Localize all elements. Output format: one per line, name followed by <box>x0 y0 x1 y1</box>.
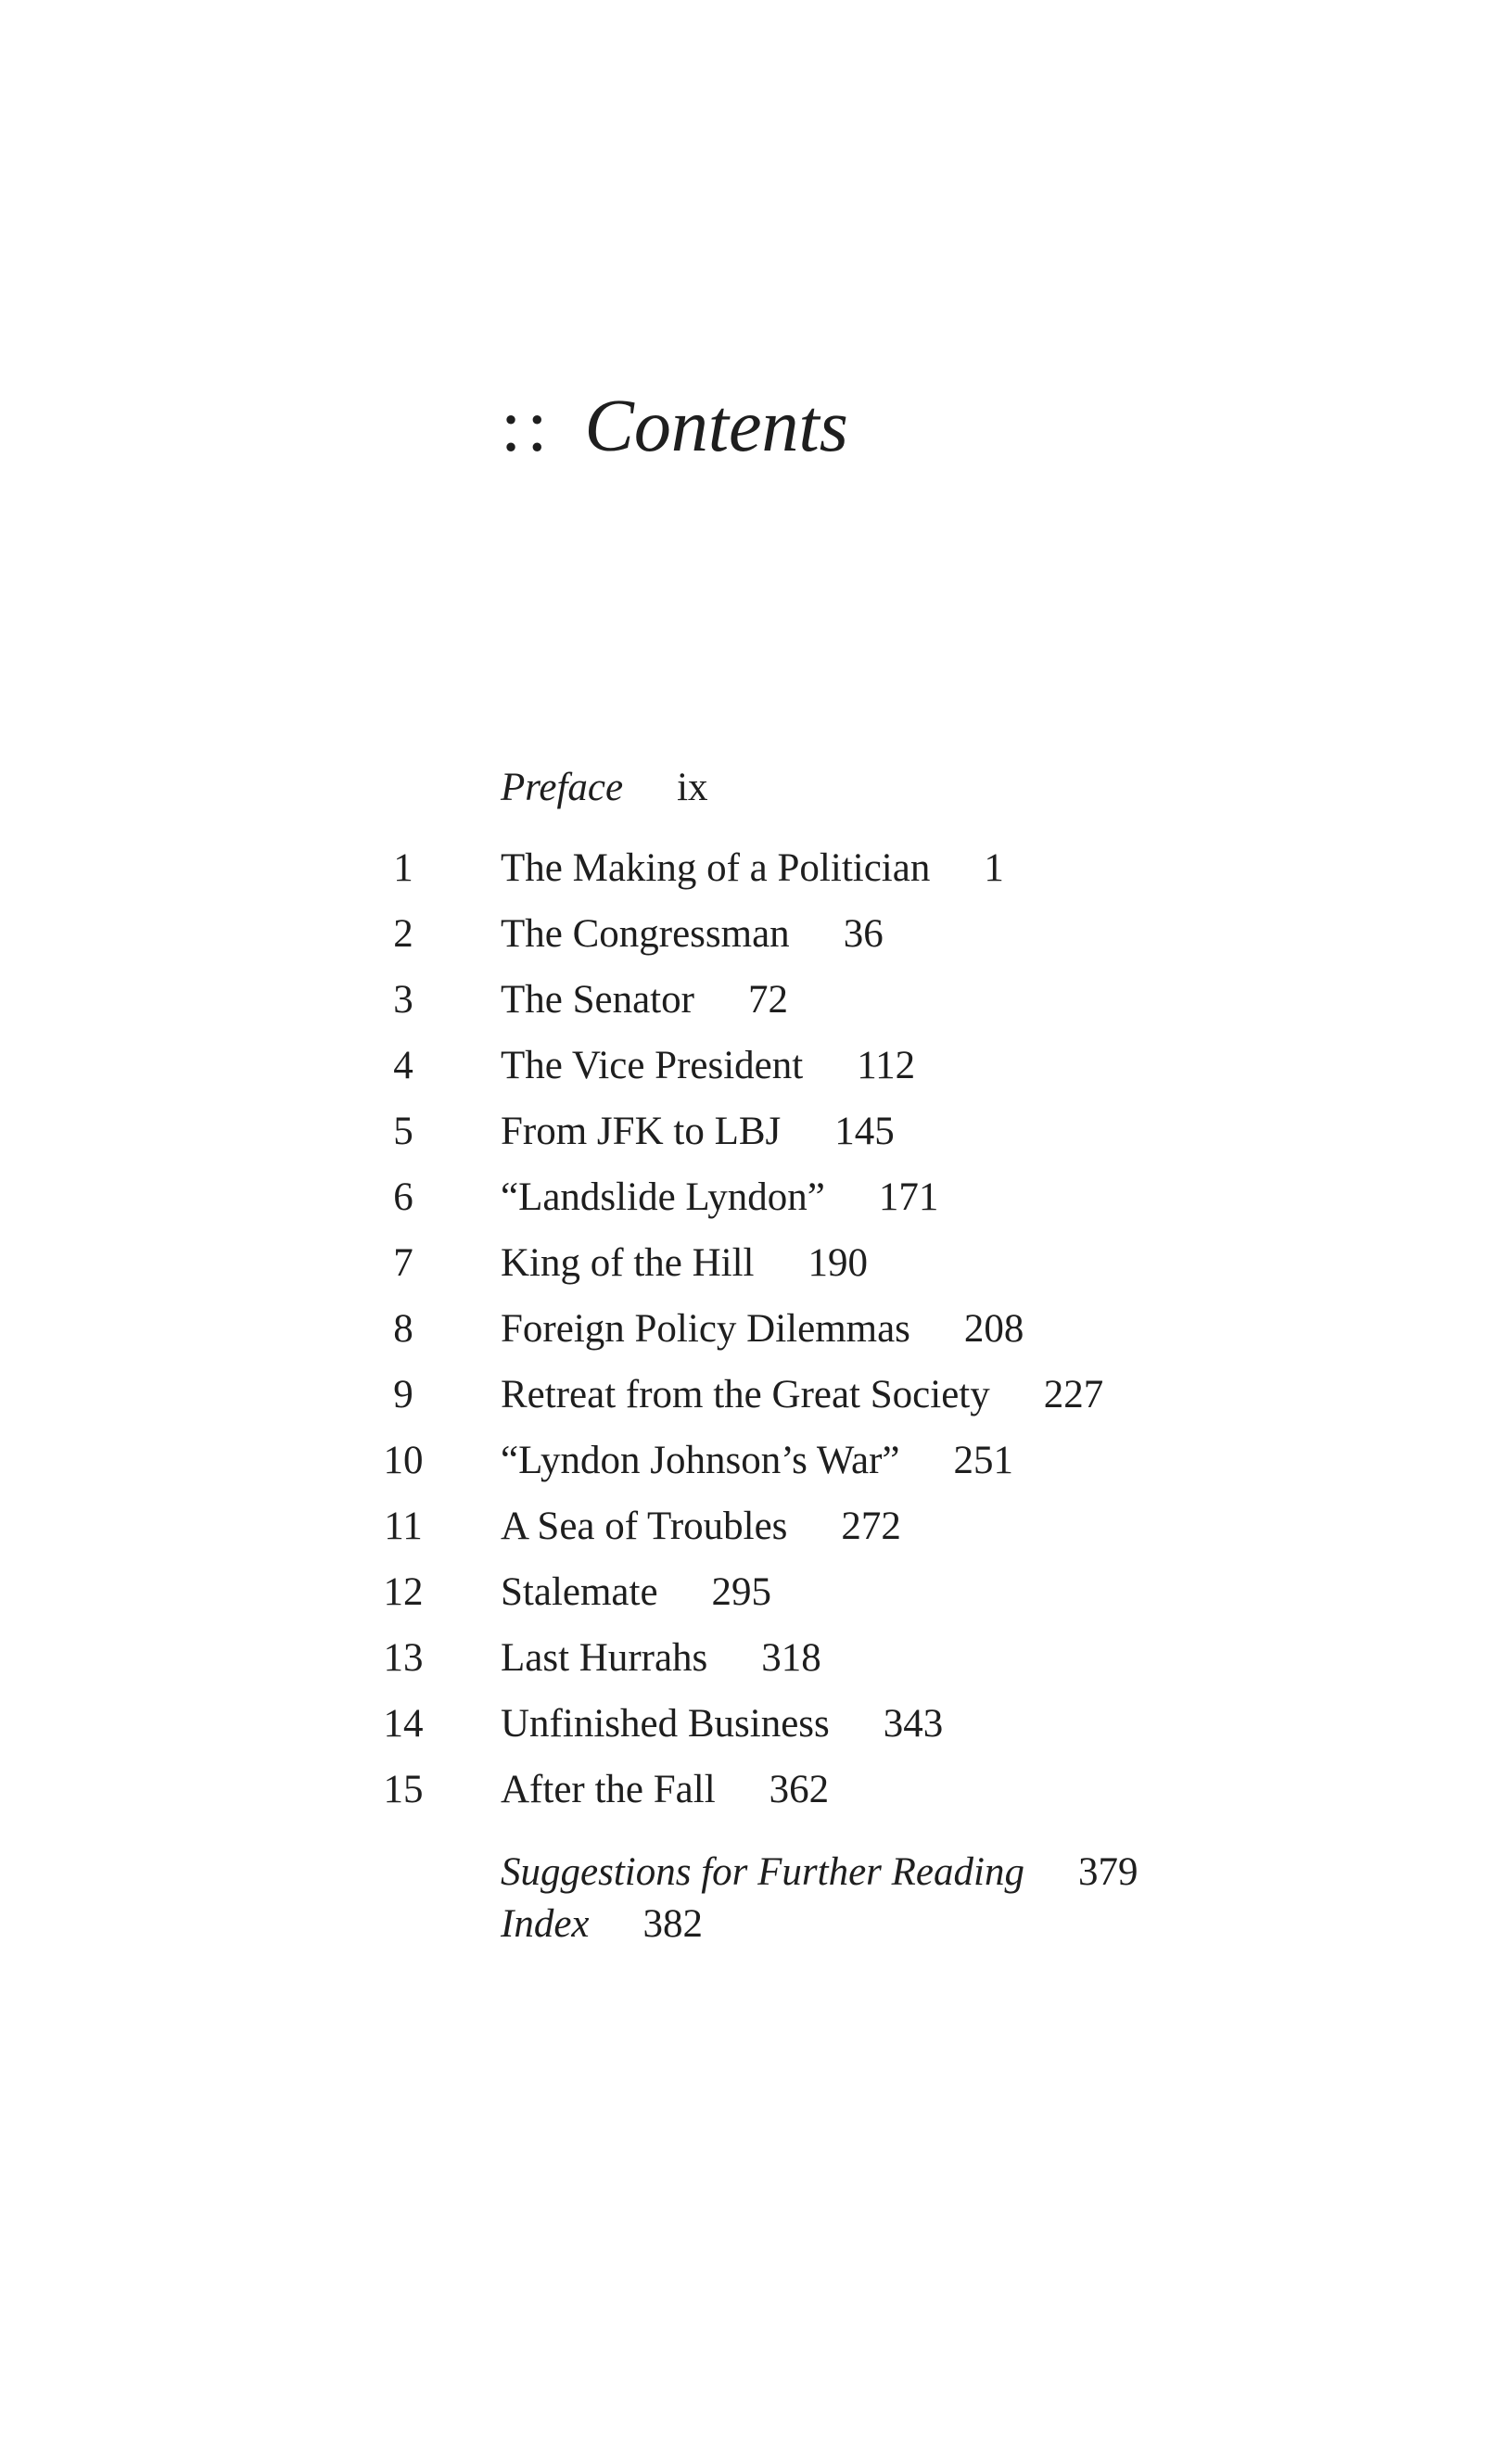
entry-title: “Lyndon Johnson’s War” <box>501 1439 900 1482</box>
entry-title: A Sea of Troubles <box>501 1505 788 1548</box>
entry-page: 190 <box>808 1241 868 1285</box>
entry-page: 318 <box>761 1636 821 1680</box>
entry-title: The Making of a Politician <box>501 846 931 890</box>
entry-title: Preface <box>501 766 624 809</box>
entry-title: Stalemate <box>501 1570 658 1614</box>
entry-page: 295 <box>711 1570 772 1614</box>
entry-title: Last Hurrahs <box>501 1636 708 1680</box>
chapter-number: 4 <box>393 1044 413 1087</box>
entry-title: Unfinished Business <box>501 1702 830 1746</box>
entry-title: The Congressman <box>501 912 790 956</box>
entry-title: King of the Hill <box>501 1241 755 1285</box>
entry-page: 36 <box>843 912 884 956</box>
chapter-number: 13 <box>383 1636 424 1680</box>
entry-title: Foreign Policy Dilemmas <box>501 1307 910 1351</box>
chapter-number: 6 <box>393 1175 413 1219</box>
entry-page: 343 <box>883 1702 944 1746</box>
entry-title: Suggestions for Further Reading <box>501 1850 1024 1894</box>
entry-page: 1 <box>984 846 1004 890</box>
entry-page: 382 <box>642 1902 703 1946</box>
entry-page: 208 <box>963 1307 1024 1351</box>
chapter-number: 2 <box>393 912 413 956</box>
entry-page: 145 <box>834 1110 895 1153</box>
entry-page: 379 <box>1077 1850 1138 1894</box>
entry-page: 362 <box>769 1768 830 1811</box>
entry-title: “Landslide Lyndon” <box>501 1175 825 1219</box>
chapter-number: 14 <box>383 1702 424 1746</box>
entry-page: 72 <box>747 978 788 1022</box>
entry-page: ix <box>677 766 708 809</box>
chapter-number: 12 <box>383 1570 424 1614</box>
chapter-number: 10 <box>383 1439 424 1482</box>
contents-heading <box>501 386 848 467</box>
entry-title: The Vice President <box>501 1044 804 1087</box>
entry-title: Retreat from the Great Society <box>501 1373 990 1416</box>
entry-title: From JFK to LBJ <box>501 1110 782 1153</box>
chapter-number: 8 <box>393 1307 413 1351</box>
chapter-number: 1 <box>393 846 413 890</box>
entry-page: 112 <box>857 1044 916 1087</box>
page-title: Contents <box>584 386 848 467</box>
entry-title: Index <box>501 1902 590 1946</box>
chapter-number: 15 <box>383 1768 424 1811</box>
entry-page: 251 <box>953 1439 1013 1482</box>
heading-ornament: :: <box>501 386 553 467</box>
entry-page: 227 <box>1043 1373 1104 1416</box>
entry-title: After the Fall <box>501 1768 716 1811</box>
entry-page: 272 <box>841 1505 901 1548</box>
chapter-number: 7 <box>393 1241 413 1285</box>
chapter-number: 9 <box>393 1373 413 1416</box>
chapter-number: 3 <box>393 978 413 1022</box>
chapter-number: 5 <box>393 1110 413 1153</box>
entry-title: The Senator <box>501 978 694 1022</box>
chapter-number: 11 <box>384 1505 423 1548</box>
entry-page: 171 <box>878 1175 939 1219</box>
